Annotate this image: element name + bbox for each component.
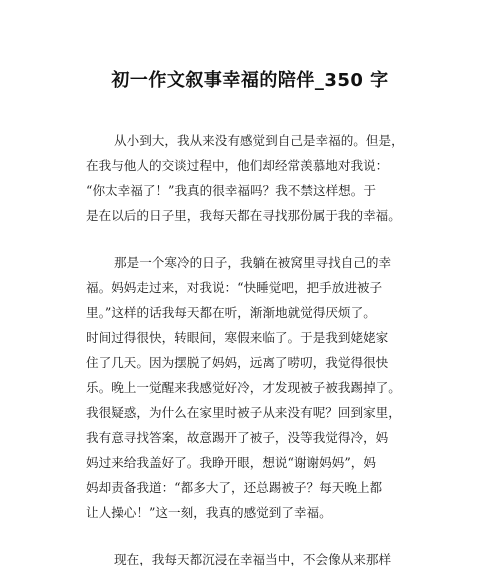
text-line: 我很疑惑，为什么在家里时被子从来没有呢？回到家里， xyxy=(86,405,401,420)
text-line: 让人操心！”这一刻，我真的感觉到了幸福。 xyxy=(86,505,332,520)
text-line: 现在，我每天都沉浸在幸福当中，不会像从来那样 xyxy=(114,552,392,566)
text-line: 是在以后的日子里，我每天都在寻找那份属于我的幸福。 xyxy=(86,208,401,223)
document-body xyxy=(86,128,426,566)
text-line: 时间过得很快，转眼间，寒假来临了。于是我到姥姥家 xyxy=(86,330,389,345)
text-line: 从小到大，我从来没有感觉到自己是幸福的。但是， xyxy=(114,133,404,148)
text-line: 住了几天。因为摆脱了妈妈，远离了唠叨，我觉得很快 xyxy=(86,355,389,370)
text-line: 我有意寻找答案，故意踢开了被子，没等我觉得冷，妈 xyxy=(86,430,389,445)
document-title: 初一作文叙事幸福的陪伴_350 字 xyxy=(111,70,389,91)
text-line: 妈却责备我道：“都多大了，还总踢被子？每天晚上都 xyxy=(86,480,383,495)
text-line: 在我与他人的交谈过程中，他们却经常羡慕地对我说： xyxy=(86,158,389,173)
text-line: “你太幸福了！”我真的很幸福吗？我不禁这样想。于 xyxy=(86,183,376,198)
text-line: 妈过来给我盖好了。我睁开眼，想说“谢谢妈妈”，妈 xyxy=(86,455,376,470)
paragraph-3 xyxy=(86,547,426,566)
text-line: 乐。晚上一觉醒来我感觉好冷，才发现被子被我踢掉了。 xyxy=(86,380,401,395)
text-line: 福。妈妈走过来，对我说：“快睡觉吧，把手放进被子 xyxy=(86,280,383,295)
text-line: 里。”这样的话我每天都在听，渐渐地就觉得厌烦了。 xyxy=(86,305,376,320)
paragraph-2 xyxy=(86,250,426,525)
paragraph-1 xyxy=(86,128,426,228)
text-line: 那是一个寒冷的日子，我躺在被窝里寻找自己的幸 xyxy=(114,255,392,270)
